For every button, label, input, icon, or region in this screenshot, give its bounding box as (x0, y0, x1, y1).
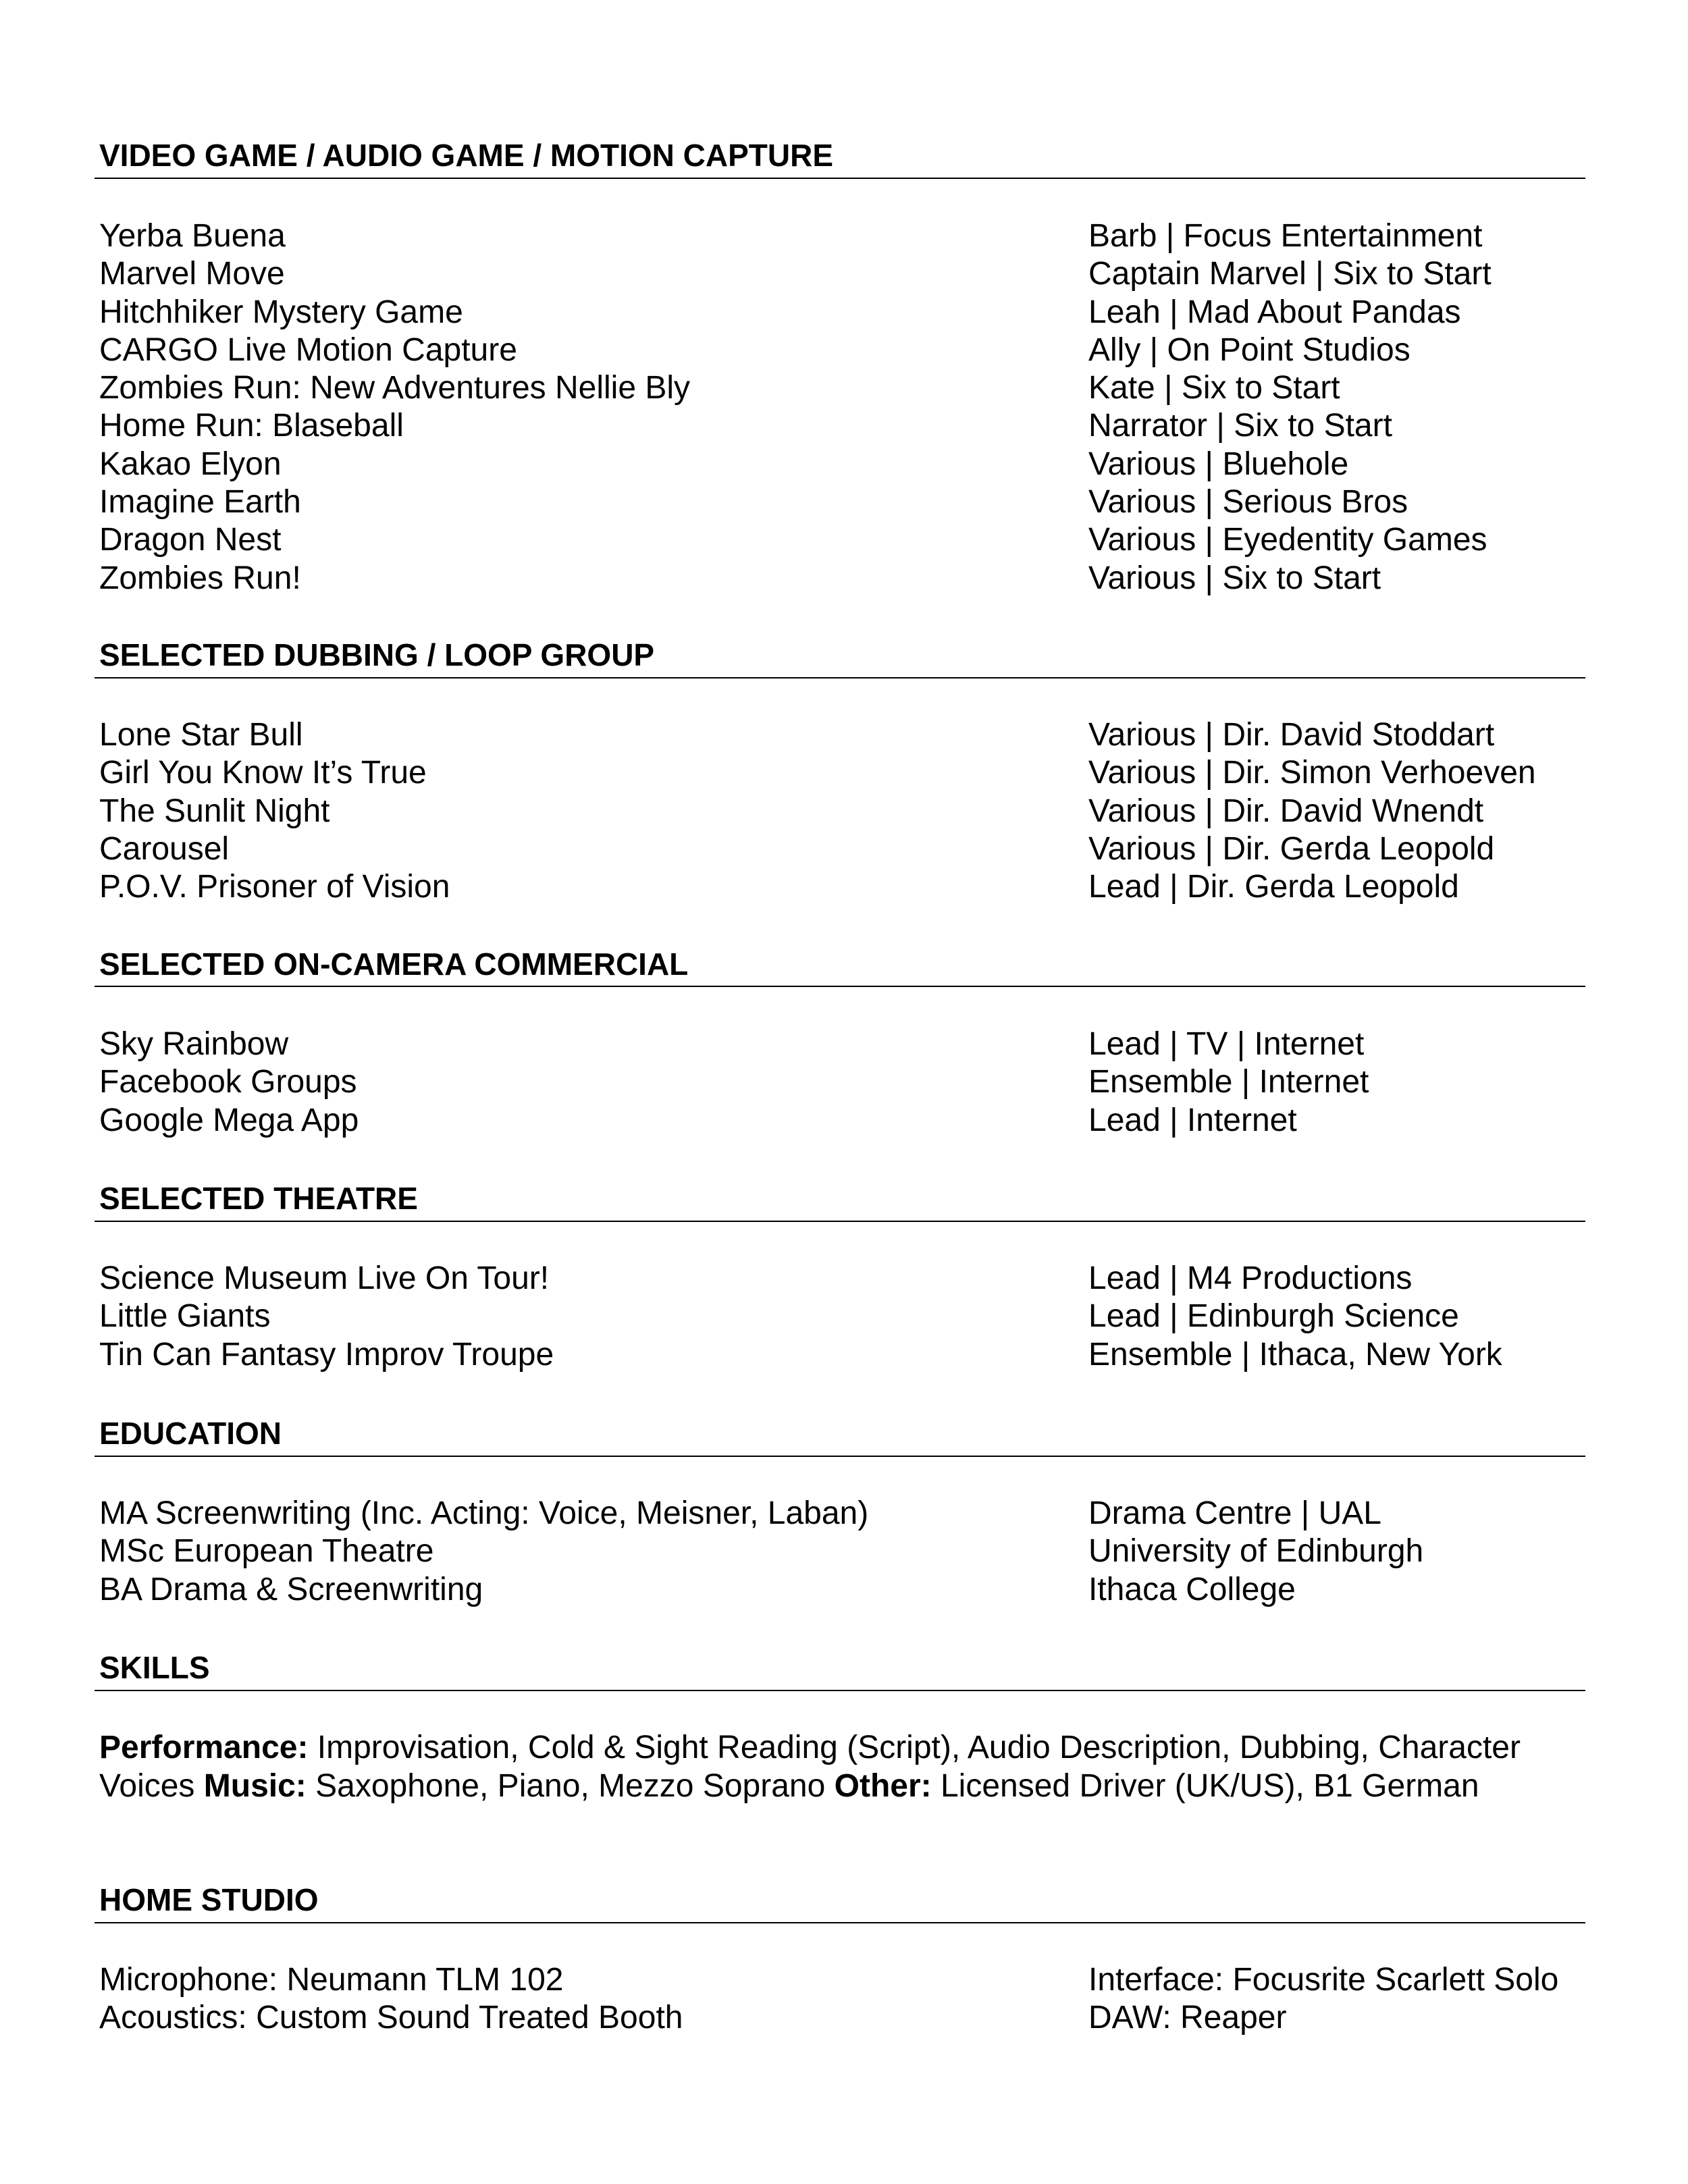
credit-title: Little Giants (99, 1298, 271, 1335)
section-heading: SKILLS (99, 1650, 210, 1685)
credit-title: Facebook Groups (99, 1064, 357, 1100)
section-heading: SELECTED ON-CAMERA COMMERCIAL (99, 947, 689, 982)
section-heading: VIDEO GAME / AUDIO GAME / MOTION CAPTURE (99, 138, 833, 173)
credit-title: Carousel (99, 830, 230, 867)
music-label: Music: (203, 1767, 307, 1804)
section-divider (95, 1456, 1585, 1457)
credit-title: Hitchhiker Mystery Game (99, 294, 463, 330)
section-heading: SELECTED DUBBING / LOOP GROUP (99, 637, 655, 672)
performance-skills: Improvisation, Cold & Sight Reading (Script), Audio Description, Dubbing, Character Voices (99, 1730, 1521, 1804)
list-item (0, 255, 1688, 293)
list-item (0, 1336, 1688, 1374)
list-item (0, 446, 1688, 483)
list-item (0, 217, 1688, 255)
list-item (0, 407, 1688, 445)
skills-paragraph (99, 1729, 1585, 1805)
list-item (0, 369, 1688, 407)
equipment-list (0, 1961, 1688, 2037)
list-item (0, 483, 1688, 521)
credit-role: Various | Eyedentity Games (1088, 522, 1487, 558)
credit-role: Various | Serious Bros (1088, 484, 1408, 521)
credit-role: Lead | Edinburgh Science (1088, 1298, 1459, 1335)
credit-role: Various | Six to Start (1088, 560, 1381, 596)
list-item (0, 830, 1688, 868)
equipment-item: DAW: Reaper (1088, 2000, 1287, 2036)
credit-title: Google Mega App (99, 1102, 359, 1138)
section-heading: EDUCATION (99, 1416, 282, 1451)
credits-list (0, 217, 1688, 597)
credit-role: Barb | Focus Entertainment (1088, 218, 1483, 254)
credit-title: P.O.V. Prisoner of Vision (99, 869, 450, 905)
list-item (0, 1533, 1688, 1570)
list-item (0, 1495, 1688, 1533)
institution: University of Edinburgh (1088, 1533, 1424, 1570)
credit-title: Marvel Move (99, 256, 285, 292)
credit-role: Lead | TV | Internet (1088, 1026, 1365, 1062)
list-item (0, 868, 1688, 906)
section-divider (95, 178, 1585, 179)
section-divider (95, 1690, 1585, 1691)
institution: Ithaca College (1088, 1571, 1296, 1607)
credit-role: Various | Bluehole (1088, 446, 1349, 482)
equipment-item: Interface: Focusrite Scarlett Solo (1088, 1962, 1559, 1998)
credit-title: Imagine Earth (99, 484, 301, 521)
section-divider (95, 1922, 1585, 1923)
credit-role: Lead | M4 Productions (1088, 1260, 1413, 1296)
list-item (0, 1961, 1688, 1999)
other-label: Other: (834, 1767, 932, 1804)
credit-title: Kakao Elyon (99, 446, 282, 482)
credit-title: Tin Can Fantasy Improv Troupe (99, 1336, 554, 1373)
list-item (0, 1063, 1688, 1101)
credits-list (0, 716, 1688, 906)
performance-label: Performance: (99, 1730, 309, 1765)
list-item (0, 754, 1688, 792)
credit-role: Various | Dir. David Wnendt (1088, 793, 1484, 829)
credit-role: Narrator | Six to Start (1088, 408, 1392, 444)
credit-title: Girl You Know It’s True (99, 755, 427, 791)
list-item (0, 560, 1688, 597)
credit-title: Lone Star Bull (99, 717, 303, 753)
credit-title: Sky Rainbow (99, 1026, 289, 1062)
education-list (0, 1495, 1688, 1609)
credit-role: Lead | Internet (1088, 1102, 1297, 1138)
credits-list (0, 1026, 1688, 1140)
credit-role: Leah | Mad About Pandas (1088, 294, 1461, 330)
other-skills: Licensed Driver (UK/US), B1 German (931, 1767, 1479, 1804)
credit-role: Various | Dir. Simon Verhoeven (1088, 755, 1536, 791)
list-item (0, 521, 1688, 559)
list-item (0, 1260, 1688, 1298)
list-item (0, 294, 1688, 331)
list-item (0, 331, 1688, 369)
credit-role: Kate | Six to Start (1088, 370, 1340, 406)
list-item (0, 1026, 1688, 1063)
credit-title: Yerba Buena (99, 218, 286, 254)
equipment-item: Acoustics: Custom Sound Treated Booth (99, 2000, 683, 2036)
credit-role: Ensemble | Internet (1088, 1064, 1369, 1100)
credit-title: Zombies Run! (99, 560, 301, 596)
credit-role: Various | Dir. Gerda Leopold (1088, 830, 1495, 867)
list-item (0, 1571, 1688, 1609)
credit-title: Zombies Run: New Adventures Nellie Bly (99, 370, 691, 406)
credit-role: Lead | Dir. Gerda Leopold (1088, 869, 1459, 905)
section-divider (95, 986, 1585, 987)
credit-role: Ensemble | Ithaca, New York (1088, 1336, 1502, 1373)
music-skills: Saxophone, Piano, Mezzo Soprano (306, 1767, 835, 1804)
list-item (0, 716, 1688, 754)
section-heading: SELECTED THEATRE (99, 1181, 418, 1216)
list-item (0, 1999, 1688, 2037)
institution: Drama Centre | UAL (1088, 1495, 1381, 1531)
degree: MSc European Theatre (99, 1533, 434, 1570)
degree: MA Screenwriting (Inc. Acting: Voice, Meisner, Laban) (99, 1495, 869, 1531)
credit-role: Ally | On Point Studios (1088, 331, 1410, 368)
section-divider (95, 677, 1585, 678)
credit-title: Home Run: Blaseball (99, 408, 404, 444)
list-item (0, 1102, 1688, 1140)
credit-role: Captain Marvel | Six to Start (1088, 256, 1492, 292)
credit-title: Science Museum Live On Tour! (99, 1260, 550, 1296)
credit-title: Dragon Nest (99, 522, 282, 558)
section-divider (95, 1221, 1585, 1222)
credits-list (0, 1260, 1688, 1374)
credit-title: CARGO Live Motion Capture (99, 331, 517, 368)
equipment-item: Microphone: Neumann TLM 102 (99, 1962, 564, 1998)
section-heading: HOME STUDIO (99, 1882, 319, 1917)
list-item (0, 1298, 1688, 1335)
degree: BA Drama & Screenwriting (99, 1571, 483, 1607)
credit-title: The Sunlit Night (99, 793, 330, 829)
credit-role: Various | Dir. David Stoddart (1088, 717, 1495, 753)
list-item (0, 793, 1688, 830)
